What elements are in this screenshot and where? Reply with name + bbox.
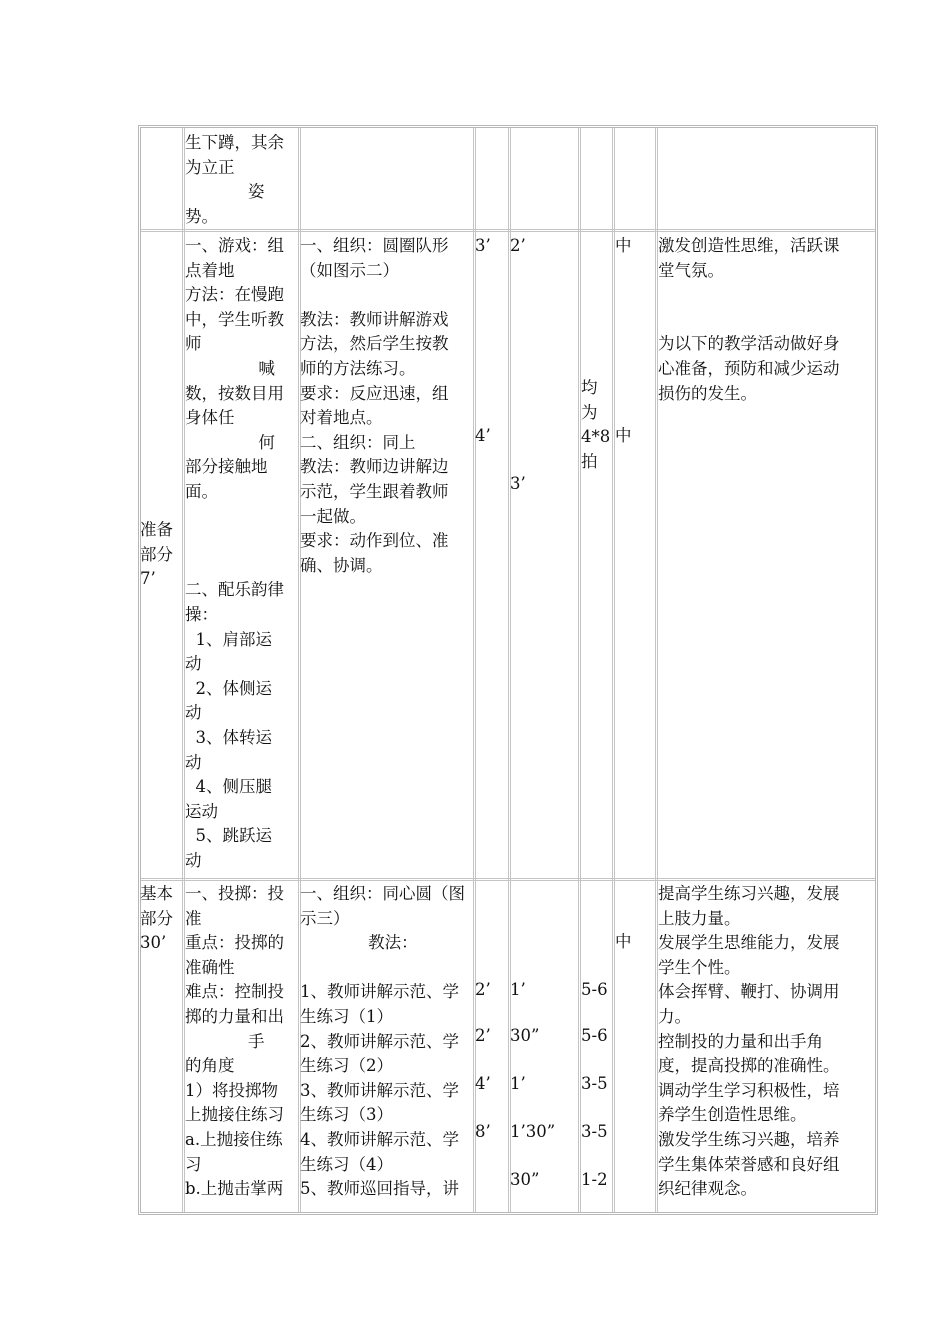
purpose-cell-line: 为以下的教学活动做好身 bbox=[658, 334, 840, 354]
purpose-cell-line: 度，提高投掷的准确性。 bbox=[658, 1056, 840, 1076]
content-cell-line: 掷的力量和出 bbox=[185, 1007, 284, 1026]
organization-cell-line: 方法，然后学生按教 bbox=[300, 334, 449, 354]
content-cell-line: 二、配乐韵律 bbox=[185, 580, 284, 600]
table-column-divider bbox=[508, 128, 511, 1212]
intensity-cell: 中 bbox=[615, 426, 632, 445]
content-cell-line: a.上抛接住练 bbox=[185, 1130, 283, 1149]
organization-cell-line: 师的方法练习。 bbox=[300, 359, 416, 378]
content-cell-line: 4、侧压腿 bbox=[185, 777, 272, 797]
content-cell-line: 势。 bbox=[185, 206, 218, 226]
content-cell-line: 1）将投掷物 bbox=[185, 1080, 278, 1100]
organization-cell-line: 教法：教师讲解游戏 bbox=[300, 309, 449, 329]
content-cell-line: 3、体转运 bbox=[185, 728, 272, 747]
organization-cell-line: 5、教师巡回指导，讲 bbox=[300, 1179, 459, 1199]
section-label: 准备 bbox=[140, 520, 173, 539]
content-cell-line: 部分接触地 bbox=[185, 457, 268, 477]
purpose-cell-line: 损伤的发生。 bbox=[658, 383, 757, 403]
count-cell: 5-6 bbox=[581, 1026, 608, 1045]
content-cell-line: 方法：在慢跑 bbox=[185, 285, 284, 305]
duration-cell: 30” bbox=[510, 1026, 540, 1045]
count-cell: 1-2 bbox=[581, 1170, 608, 1189]
table-row-divider bbox=[141, 878, 875, 881]
content-cell-line: 姿 bbox=[185, 182, 265, 202]
organization-cell-line: 4、教师讲解示范、学 bbox=[300, 1130, 459, 1149]
count-cell: 4*8 bbox=[581, 427, 611, 447]
organization-cell-line: 一、组织：圆圈队形 bbox=[300, 236, 449, 255]
content-cell-line: 为立正 bbox=[185, 157, 235, 177]
intensity-cell: 中 bbox=[615, 236, 632, 255]
content-cell-line: b.上抛击掌两 bbox=[185, 1179, 284, 1199]
time-cell: 8’ bbox=[475, 1122, 491, 1141]
content-cell-line: 生下蹲，其余 bbox=[185, 133, 284, 152]
content-cell-line: 一、投掷：投 bbox=[185, 884, 284, 903]
content-cell-line: 准确性 bbox=[185, 957, 235, 977]
content-cell-line: 2、体侧运 bbox=[185, 678, 272, 698]
section-label: 7’ bbox=[140, 569, 156, 589]
organization-cell-line: 生练习（1） bbox=[300, 1007, 393, 1026]
content-cell-line: 喊 bbox=[185, 359, 275, 378]
section-label: 基本 bbox=[140, 884, 173, 903]
organization-cell-line: 生练习（2） bbox=[300, 1056, 393, 1076]
count-cell: 5-6 bbox=[581, 980, 608, 999]
content-cell-line: 动 bbox=[185, 703, 202, 723]
content-cell-line: 一、游戏：组 bbox=[185, 236, 284, 255]
content-cell-line: 何 bbox=[185, 432, 275, 452]
organization-cell-line: 示三） bbox=[300, 908, 350, 928]
intensity-cell: 中 bbox=[615, 932, 632, 951]
content-cell-line: 上抛接住练习 bbox=[185, 1105, 284, 1125]
table-column-divider bbox=[473, 128, 476, 1212]
duration-cell: 1’ bbox=[510, 1074, 526, 1093]
content-cell-line: 5、跳跃运 bbox=[185, 826, 272, 846]
organization-cell-line: 对着地点。 bbox=[300, 408, 383, 428]
organization-cell-line: 要求：反应迅速，组 bbox=[300, 383, 449, 403]
content-cell-line: 操： bbox=[185, 605, 218, 624]
content-cell-line: 运动 bbox=[185, 801, 218, 821]
count-cell: 3-5 bbox=[581, 1074, 608, 1093]
content-cell-line: 数，按数目用 bbox=[185, 383, 284, 403]
time-cell: 2’ bbox=[475, 980, 491, 999]
purpose-cell-line: 学生集体荣誉感和良好组 bbox=[658, 1154, 840, 1174]
purpose-cell-line: 织纪律观念。 bbox=[658, 1179, 757, 1199]
duration-cell: 2’ bbox=[510, 236, 526, 255]
organization-cell-line: （如图示二） bbox=[300, 260, 399, 280]
purpose-cell-line: 力。 bbox=[658, 1007, 691, 1026]
organization-cell-line: 一、组织：同心圆（图 bbox=[300, 884, 465, 903]
purpose-cell-line: 发展学生思维能力，发展 bbox=[658, 933, 840, 953]
time-cell: 3’ bbox=[475, 236, 491, 255]
count-cell: 为 bbox=[581, 402, 598, 422]
content-cell-line: 准 bbox=[185, 908, 202, 928]
purpose-cell-line: 体会挥臂、鞭打、协调用 bbox=[658, 982, 840, 1002]
organization-cell-line: 二、组织：同上 bbox=[300, 432, 416, 452]
time-cell: 4’ bbox=[475, 426, 491, 445]
purpose-cell-line: 堂气氛。 bbox=[658, 260, 724, 280]
content-cell-line: 动 bbox=[185, 752, 202, 772]
purpose-cell-line: 养学生创造性思维。 bbox=[658, 1105, 807, 1125]
section-label: 部分 bbox=[140, 544, 173, 564]
organization-cell-line: 一起做。 bbox=[300, 506, 366, 526]
time-cell: 2’ bbox=[475, 1026, 491, 1045]
content-cell-line: 难点：控制投 bbox=[185, 982, 284, 1002]
count-cell: 拍 bbox=[581, 451, 598, 471]
purpose-cell-line: 上肢力量。 bbox=[658, 908, 741, 928]
purpose-cell-line: 激发学生练习兴趣，培养 bbox=[658, 1130, 840, 1149]
content-cell-line: 手 bbox=[185, 1031, 265, 1051]
purpose-cell-line: 心准备，预防和减少运动 bbox=[658, 359, 840, 378]
purpose-cell-line: 学生个性。 bbox=[658, 957, 741, 977]
duration-cell: 1’ bbox=[510, 980, 526, 999]
time-cell: 4’ bbox=[475, 1074, 491, 1093]
organization-cell-line: 示范，学生跟着教师 bbox=[300, 482, 449, 501]
content-cell-line: 习 bbox=[185, 1154, 202, 1174]
content-cell-line: 重点：投掷的 bbox=[185, 933, 284, 953]
purpose-cell-line: 提高学生练习兴趣，发展 bbox=[658, 884, 840, 903]
duration-cell: 1’30” bbox=[510, 1122, 556, 1141]
content-cell-line: 中，学生听教 bbox=[185, 309, 284, 329]
content-cell-line: 动 bbox=[185, 851, 202, 870]
organization-cell-line: 教法：教师边讲解边 bbox=[300, 457, 449, 477]
count-cell: 均 bbox=[581, 378, 598, 397]
table-column-divider bbox=[612, 128, 615, 1212]
organization-cell-line: 3、教师讲解示范、学 bbox=[300, 1080, 459, 1100]
organization-cell-line: 2、教师讲解示范、学 bbox=[300, 1031, 459, 1051]
content-cell-line: 1、肩部运 bbox=[185, 629, 272, 649]
purpose-cell-line: 控制投的力量和出手角 bbox=[658, 1031, 823, 1051]
content-cell-line: 动 bbox=[185, 654, 202, 674]
count-cell: 3-5 bbox=[581, 1122, 608, 1141]
duration-cell: 30” bbox=[510, 1170, 540, 1189]
organization-cell-line: 生练习（3） bbox=[300, 1105, 393, 1125]
section-label: 部分 bbox=[140, 908, 173, 928]
table-column-divider bbox=[578, 128, 581, 1212]
content-cell-line: 师 bbox=[185, 334, 202, 354]
table-row-divider bbox=[141, 229, 875, 232]
content-cell-line: 身体任 bbox=[185, 408, 235, 428]
duration-cell: 3’ bbox=[510, 474, 526, 493]
content-cell-line: 的角度 bbox=[185, 1056, 235, 1076]
content-cell-line: 点着地 bbox=[185, 260, 235, 280]
organization-cell-line: 生练习（4） bbox=[300, 1154, 393, 1174]
organization-cell-line: 确、协调。 bbox=[300, 555, 383, 575]
section-label: 30’ bbox=[140, 933, 167, 953]
purpose-cell-line: 调动学生学习积极性，培 bbox=[658, 1080, 840, 1100]
organization-cell-line: 要求：动作到位、准 bbox=[300, 531, 449, 551]
organization-cell-line: 1、教师讲解示范、学 bbox=[300, 982, 459, 1002]
purpose-cell-line: 激发创造性思维，活跃课 bbox=[658, 236, 840, 255]
content-cell-line: 面。 bbox=[185, 482, 218, 501]
organization-cell-line: 教法： bbox=[300, 933, 418, 953]
